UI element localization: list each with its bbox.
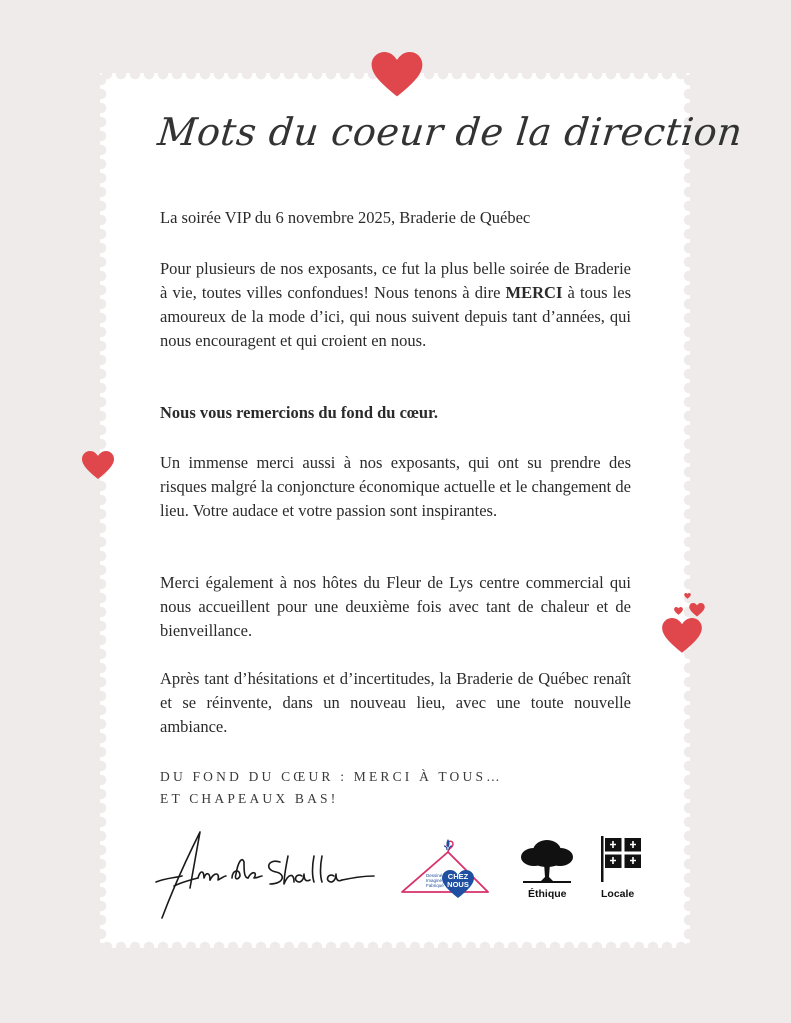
merci-emphasis: MERCI [505,283,563,302]
heart-icon-left [81,451,115,480]
closing-line-1: DU FOND DU CŒUR : MERCI À TOUS… [160,769,503,784]
tree-icon [519,837,575,883]
paragraph-exhibitors: Un immense merci aussi à nos exposants, qui ont su prendre des risques malgré la conjoncture économique actuelle et le changement de lieu. Votre audace et votre passion sont inspirantes. [160,453,631,520]
quebec-flag-icon [601,836,641,882]
paragraph-thanks-public-end: à tous les amoureux de la mode d’ici, qui nous suivent depuis tant d’années, qui nous encouragent et qui croient en nous. [160,283,631,350]
paragraph-thanks-public-start: Pour plusieurs de nos exposants, ce fut la plus belle soirée de Braderie à vie, toutes villes confondues! Nous tenons à dire [160,259,631,302]
paragraph-thanks-public [160,257,631,353]
heart-icon-right-tiny [684,593,691,599]
ethique-label: Éthique [528,888,567,900]
paragraph-event: La soirée VIP du 6 novembre 2025, Braderie de Québec [160,208,531,227]
heart-icon-top [370,52,424,98]
locale-label: Locale [601,888,635,900]
chez-nous-small-2: Imaginé [426,878,443,883]
paragraph-hosts: Merci également à nos hôtes du Fleur de Lys centre commercial qui nous accueillent pour une deuxième fois avec tant de chaleur et de bienveillance. [160,573,631,640]
paragraph-gratitude: Nous vous remercions du fond du cœur. [160,403,438,422]
heart-icon-right-small [674,607,683,615]
page-title: Mots du coeur de la direction [155,110,745,154]
signature [152,826,377,924]
closing-line-2: ET CHAPEAUX BAS! [160,791,339,806]
chez-nous-badge-text: CHEZ NOUS [447,872,469,889]
heart-icon-right-large [661,618,703,654]
chez-nous-small-1: Dessiné [426,873,443,878]
paragraph-renewal: Après tant d’hésitations et d’incertitudes, la Braderie de Québec renaît et se réinvente, dans un nouveau lieu, avec une toute nouvelle ambiance. [160,669,631,736]
closing-lines [160,766,630,810]
chez-nous-small-3: Fabriqué [426,883,444,888]
chez-nous-logo [398,836,490,902]
heart-icon-right-medium [689,603,705,617]
